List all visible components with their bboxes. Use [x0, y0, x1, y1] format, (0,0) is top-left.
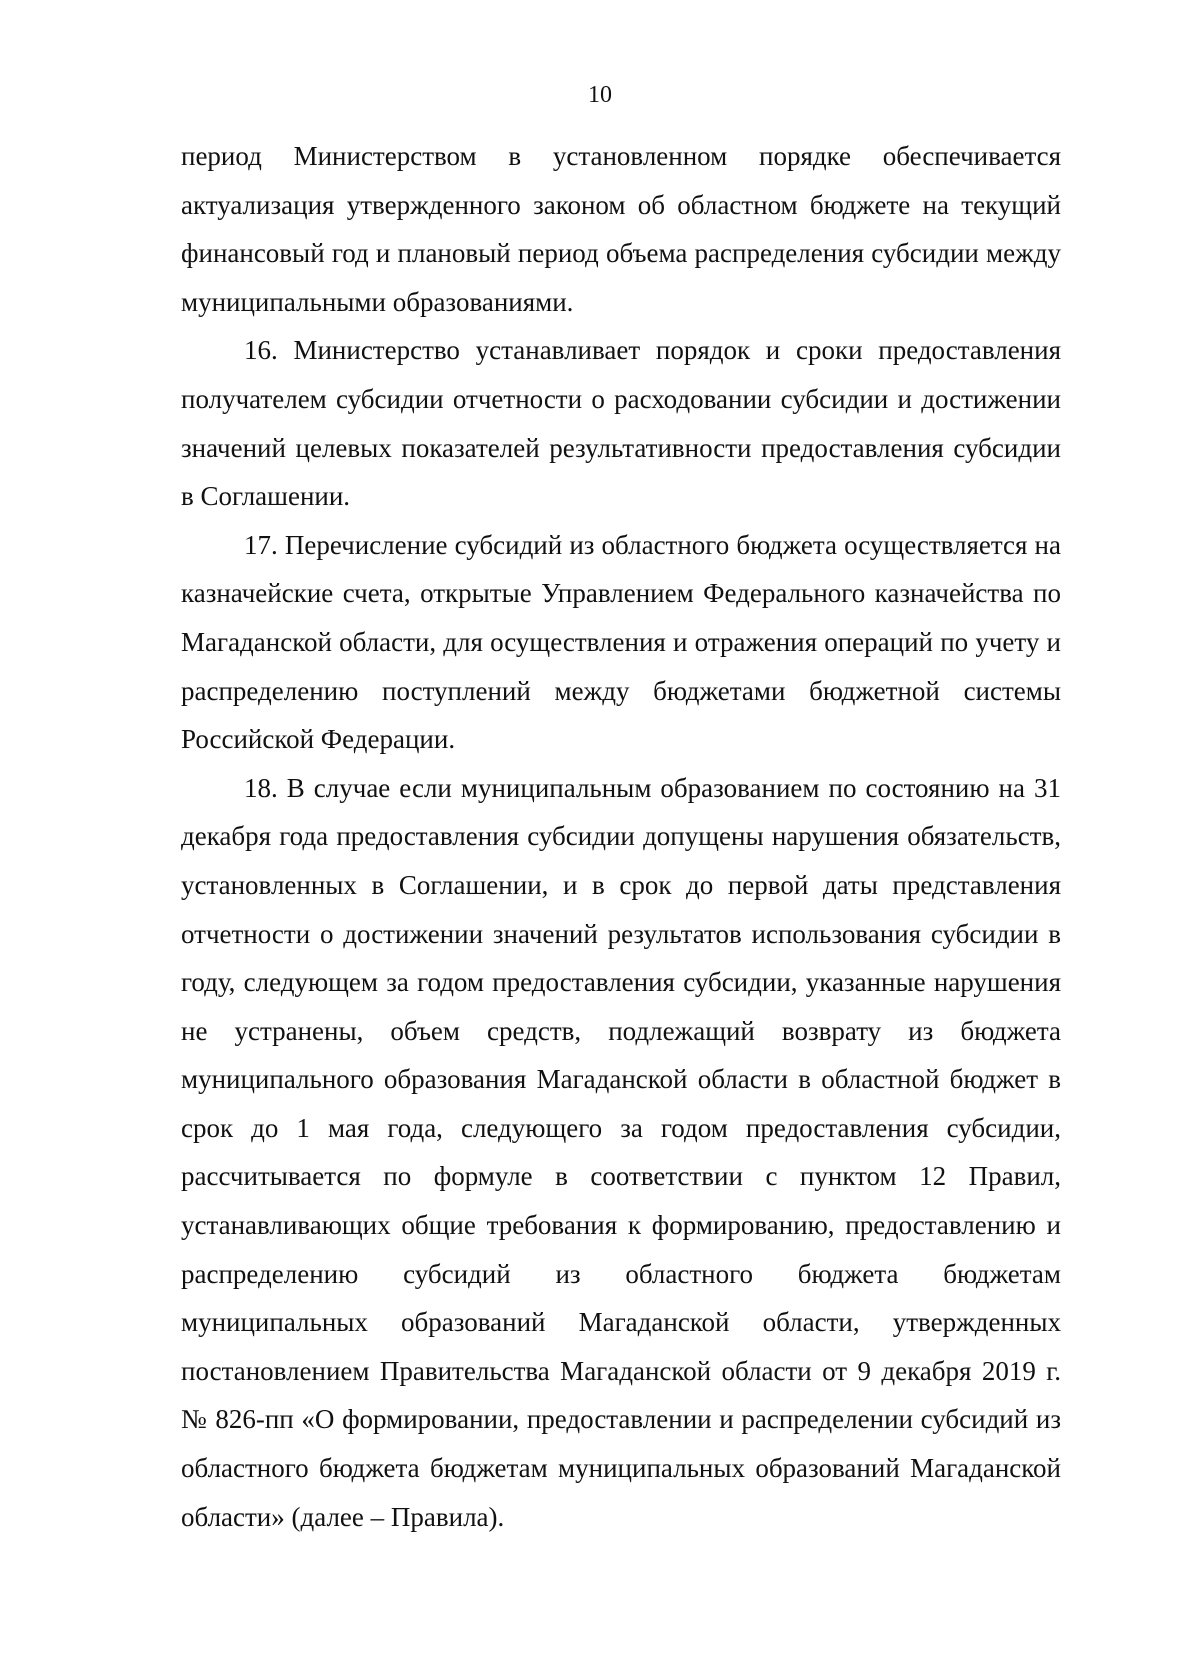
paragraph-15-continuation: период Министерством в установленном порядке обеспечивается актуализация утвержденного законом об областном бюджете на текущий финансовый год и плановый период объема распределения субсидии между муниципальными образованиями. — [181, 141, 1061, 317]
page-number: 10 — [588, 82, 612, 108]
paragraph-16: 16. Министерство устанавливает порядок и сроки предоставления получателем субсидии отчетности о расходовании субсидии и достижении значений целевых показателей результативности предоставления субсидии в Соглашении. — [181, 335, 1061, 512]
paragraph-18: 18. В случае если муниципальным образованием по состоянию на 31 декабря года предоставления субсидии допущены нарушения обязательств, установленных в Соглашении, и в срок до первой даты представления отчетности о достижении значений результатов использования субсидии в году, следующем за годом предоставления субсидии, указанные нарушения не устранены, объем средств, подлежащий возврату из бюджета муниципального образования Магаданской области в областной бюджет в срок до 1 мая года, следующего за годом предоставления субсидии, рассчитывается по формуле в соответствии с пунктом 12 Правил, устанавливающих общие требования к формированию, предоставлению и распределению субсидий из областного бюджета бюджетам муниципальных образований Магаданской области, утвержденных постановлением Правительства Магаданской области от 9 декабря 2019 г. № 826-пп «О формировании, предоставлении и распределении субсидий из областного бюджета бюджетам муниципальных образований Магаданской области» (далее – Правила). — [181, 772, 1061, 1532]
paragraph-17: 17. Перечисление субсидий из областного бюджета осуществляется на казначейские счета, открытые Управлением Федерального казначейства по Магаданской области, для осуществления и отражения операций по учету и распределению поступлений между бюджетами бюджетной системы Российской Федерации. — [181, 529, 1061, 755]
document-body — [181, 132, 1061, 1541]
